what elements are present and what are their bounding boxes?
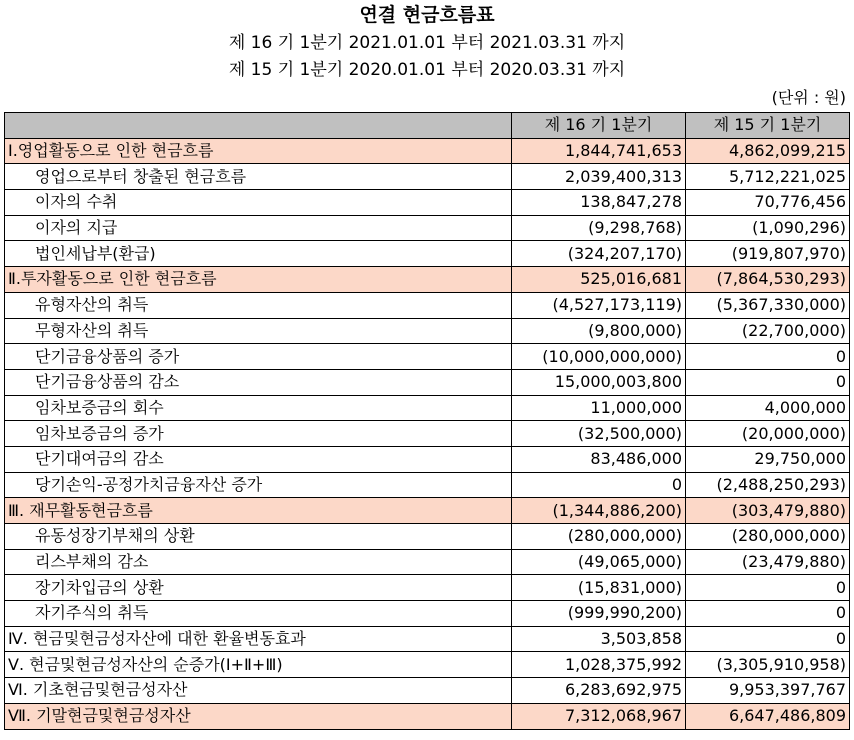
value-current: 0 xyxy=(512,472,686,498)
value-prior: 4,000,000 xyxy=(686,395,850,421)
value-prior: (7,864,530,293) xyxy=(686,267,850,293)
row-label: 단기금융상품의 감소 xyxy=(5,369,512,395)
row-label: Ⅴ. 현금및현금성자산의 순증가(Ⅰ+Ⅱ+Ⅲ) xyxy=(5,652,512,678)
statement-title: 연결 현금흐름표 xyxy=(359,4,495,26)
value-current: 15,000,003,800 xyxy=(512,369,686,395)
header-label xyxy=(5,113,512,139)
row-label: 유동성장기부채의 상환 xyxy=(5,524,512,550)
value-prior: 9,953,397,767 xyxy=(686,678,850,704)
value-prior: 6,647,486,809 xyxy=(686,703,850,729)
value-current: (324,207,170) xyxy=(512,241,686,267)
section-row xyxy=(5,267,850,293)
header-row xyxy=(5,113,850,139)
value-prior: (1,090,296) xyxy=(686,215,850,241)
value-prior: (3,305,910,958) xyxy=(686,652,850,678)
table-row xyxy=(5,344,850,370)
value-current: (1,344,886,200) xyxy=(512,498,686,524)
row-label: 유형자산의 취득 xyxy=(5,292,512,318)
value-current: (999,990,200) xyxy=(512,601,686,627)
row-label: 단기대여금의 감소 xyxy=(5,446,512,472)
row-label: Ⅵ. 기초현금및현금성자산 xyxy=(5,678,512,704)
row-label: Ⅰ.영업활동으로 인한 현금흐름 xyxy=(5,138,512,164)
table-row xyxy=(5,318,850,344)
value-current: 83,486,000 xyxy=(512,446,686,472)
row-label: 자기주식의 취득 xyxy=(5,601,512,627)
value-prior: 70,776,456 xyxy=(686,190,850,216)
cash-flow-table xyxy=(4,112,850,730)
header-prior: 제 15 기 1분기 xyxy=(686,113,850,139)
table-row xyxy=(5,652,850,678)
row-label: Ⅲ. 재무활동현금흐름 xyxy=(5,498,512,524)
table-row xyxy=(5,164,850,190)
table-row xyxy=(5,601,850,627)
value-prior: (5,367,330,000) xyxy=(686,292,850,318)
section-row xyxy=(5,138,850,164)
value-prior: 29,750,000 xyxy=(686,446,850,472)
table-row xyxy=(5,524,850,550)
value-current: 2,039,400,313 xyxy=(512,164,686,190)
value-current: (15,831,000) xyxy=(512,575,686,601)
value-prior: (303,479,880) xyxy=(686,498,850,524)
row-label: 법인세납부(환급) xyxy=(5,241,512,267)
section-row xyxy=(5,498,850,524)
value-current: 1,844,741,653 xyxy=(512,138,686,164)
header-current: 제 16 기 1분기 xyxy=(512,113,686,139)
value-prior: 4,862,099,215 xyxy=(686,138,850,164)
value-prior: (2,488,250,293) xyxy=(686,472,850,498)
row-label: 장기차입금의 상환 xyxy=(5,575,512,601)
value-current: 3,503,858 xyxy=(512,626,686,652)
value-current: (32,500,000) xyxy=(512,421,686,447)
value-prior: (280,000,000) xyxy=(686,524,850,550)
table-row xyxy=(5,369,850,395)
value-current: 525,016,681 xyxy=(512,267,686,293)
row-label: 이자의 수취 xyxy=(5,190,512,216)
value-prior: 0 xyxy=(686,344,850,370)
table-row xyxy=(5,472,850,498)
value-current: (280,000,000) xyxy=(512,524,686,550)
value-prior: (22,700,000) xyxy=(686,318,850,344)
value-prior: 0 xyxy=(686,626,850,652)
table-row xyxy=(5,421,850,447)
value-current: (10,000,000,000) xyxy=(512,344,686,370)
table-row xyxy=(5,241,850,267)
value-current: (49,065,000) xyxy=(512,549,686,575)
table-row xyxy=(5,446,850,472)
row-label: 이자의 지급 xyxy=(5,215,512,241)
period-prior: 제 15 기 1분기 2020.01.01 부터 2020.03.31 까지 xyxy=(228,60,626,80)
row-label: 당기손익-공정가치금융자산 증가 xyxy=(5,472,512,498)
value-current: 7,312,068,967 xyxy=(512,703,686,729)
table-row xyxy=(5,190,850,216)
value-current: 1,028,375,992 xyxy=(512,652,686,678)
value-current: 138,847,278 xyxy=(512,190,686,216)
row-label: 임차보증금의 증가 xyxy=(5,421,512,447)
period-current: 제 16 기 1분기 2021.01.01 부터 2021.03.31 까지 xyxy=(228,33,626,53)
row-label: Ⅳ. 현금및현금성자산에 대한 환율변동효과 xyxy=(5,626,512,652)
value-prior: (23,479,880) xyxy=(686,549,850,575)
value-prior: (20,000,000) xyxy=(686,421,850,447)
row-label: Ⅱ.투자활동으로 인한 현금흐름 xyxy=(5,267,512,293)
table-row xyxy=(5,575,850,601)
table-row xyxy=(5,215,850,241)
section-row xyxy=(5,703,850,729)
table-row xyxy=(5,626,850,652)
value-prior: 5,712,221,025 xyxy=(686,164,850,190)
table-row xyxy=(5,395,850,421)
value-current: (9,800,000) xyxy=(512,318,686,344)
value-prior: (919,807,970) xyxy=(686,241,850,267)
table-row xyxy=(5,292,850,318)
value-prior: 0 xyxy=(686,601,850,627)
value-current: (4,527,173,119) xyxy=(512,292,686,318)
value-current: (9,298,768) xyxy=(512,215,686,241)
table-row xyxy=(5,678,850,704)
row-label: 리스부채의 감소 xyxy=(5,549,512,575)
table-row xyxy=(5,549,850,575)
value-current: 11,000,000 xyxy=(512,395,686,421)
value-prior: 0 xyxy=(686,369,850,395)
row-label: 무형자산의 취득 xyxy=(5,318,512,344)
row-label: Ⅶ. 기말현금및현금성자산 xyxy=(5,703,512,729)
value-current: 6,283,692,975 xyxy=(512,678,686,704)
unit-label: (단위 : 원) xyxy=(771,88,846,107)
value-prior: 0 xyxy=(686,575,850,601)
row-label: 영업으로부터 창출된 현금흐름 xyxy=(5,164,512,190)
row-label: 임차보증금의 회수 xyxy=(5,395,512,421)
row-label: 단기금융상품의 증가 xyxy=(5,344,512,370)
